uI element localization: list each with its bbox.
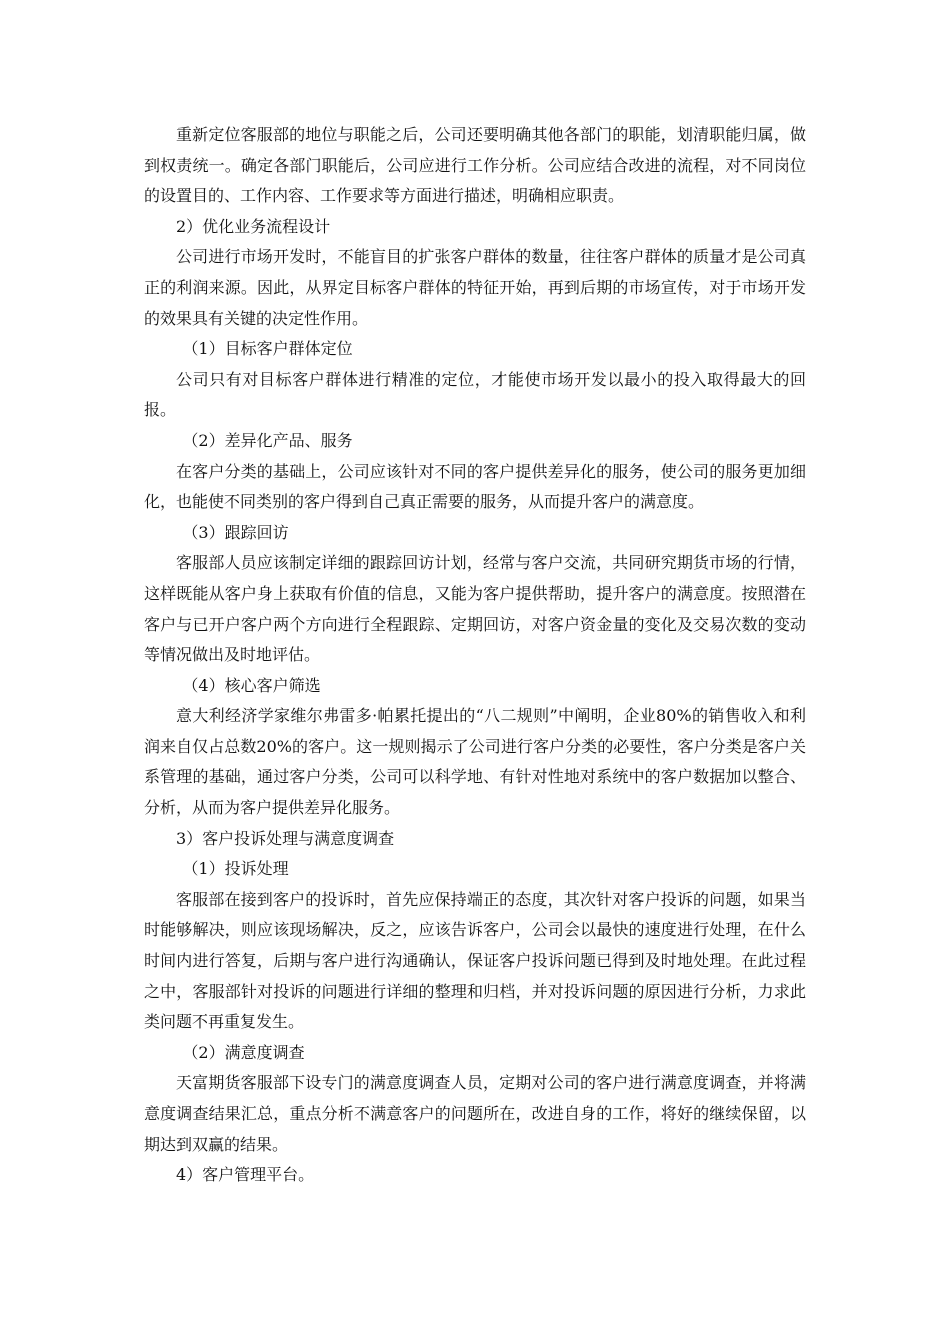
paragraph-satisfaction-survey: 天富期货客服部下设专门的满意度调查人员，定期对公司的客户进行满意度调查，并将满意度调查结果汇总，重点分析不满意客户的问题所在，改进自身的工作，将好的继续保留，以期达到双赢的结果。 xyxy=(144,1073,806,1154)
paragraph-follow-up: 客服部人员应该制定详细的跟踪回访计划，经常与客户交流，共同研究期货市场的行情，这样既能从客户身上获取有价值的信息，又能为客户提供帮助，提升客户的满意度。按照潜在客户与已开户客户两个方向进行全程跟踪、定期回访，对客户资金量的变化及交易次数的变动等情况做出及时地评估。 xyxy=(144,553,806,665)
paragraph-differentiation: 在客户分类的基础上，公司应该针对不同的客户提供差异化的服务，使公司的服务更加细化，也能使不同类别的客户得到自己真正需要的服务，从而提升客户的满意度。 xyxy=(144,461,806,512)
subheading-follow-up: （3）跟踪回访 xyxy=(182,522,289,542)
subheading-differentiation: （2）差异化产品、服务 xyxy=(182,430,353,450)
subheading-target-customer: （1）目标客户群体定位 xyxy=(182,339,353,359)
subheading-complaint-handling: （1）投诉处理 xyxy=(182,859,289,879)
paragraph-role-definition: 重新定位客服部的地位与职能之后，公司还要明确其他各部门的职能，划清职能归属，做到权责统一。确定各部门职能后，公司应进行工作分析。公司应结合改进的流程，对不同岗位的设置目的、工作内容、工作要求等方面进行描述，明确相应职责。 xyxy=(144,125,806,206)
document-page xyxy=(144,120,806,1191)
paragraph-complaint-handling: 客服部在接到客户的投诉时，首先应保持端正的态度，其次针对客户投诉的问题，如果当时能够解决，则应该现场解决，反之，应该告诉客户，公司会以最快的速度进行处理，在什么时间内进行答复，后期与客户进行沟通确认，保证客户投诉问题已得到及时地处理。在此过程之中，客服部针对投诉的问题进行详细的整理和归档，并对投诉问题的原因进行分析，力求此类问题不再重复发生。 xyxy=(144,889,806,1032)
paragraph-core-customer: 意大利经济学家维尔弗雷多·帕累托提出的“八二规则”中阐明，企业80%的销售收入和利润来自仅占总数20%的客户。这一规则揭示了公司进行客户分类的必要性，客户分类是客户关系管理的基础，通过客户分类，公司可以科学地、有针对性地对系统中的客户数据加以整合、分析，从而为客户提供差异化服务。 xyxy=(144,706,806,818)
heading-complaints-satisfaction: 3）客户投诉处理与满意度调查 xyxy=(176,828,395,848)
paragraph-market-development: 公司进行市场开发时，不能盲目的扩张客户群体的数量，往往客户群体的质量才是公司真正的利润来源。因此，从界定目标客户群体的特征开始，再到后期的市场宣传，对于市场开发的效果具有关键的决定性作用。 xyxy=(144,247,806,328)
heading-optimize-process: 2）优化业务流程设计 xyxy=(176,216,331,236)
paragraph-target-customer: 公司只有对目标客户群体进行精准的定位，才能使市场开发以最小的投入取得最大的回报。 xyxy=(144,369,806,420)
subheading-core-customer: （4）核心客户筛选 xyxy=(182,675,321,695)
heading-customer-platform: 4）客户管理平台。 xyxy=(176,1165,315,1185)
subheading-satisfaction-survey: （2）满意度调查 xyxy=(182,1042,305,1062)
